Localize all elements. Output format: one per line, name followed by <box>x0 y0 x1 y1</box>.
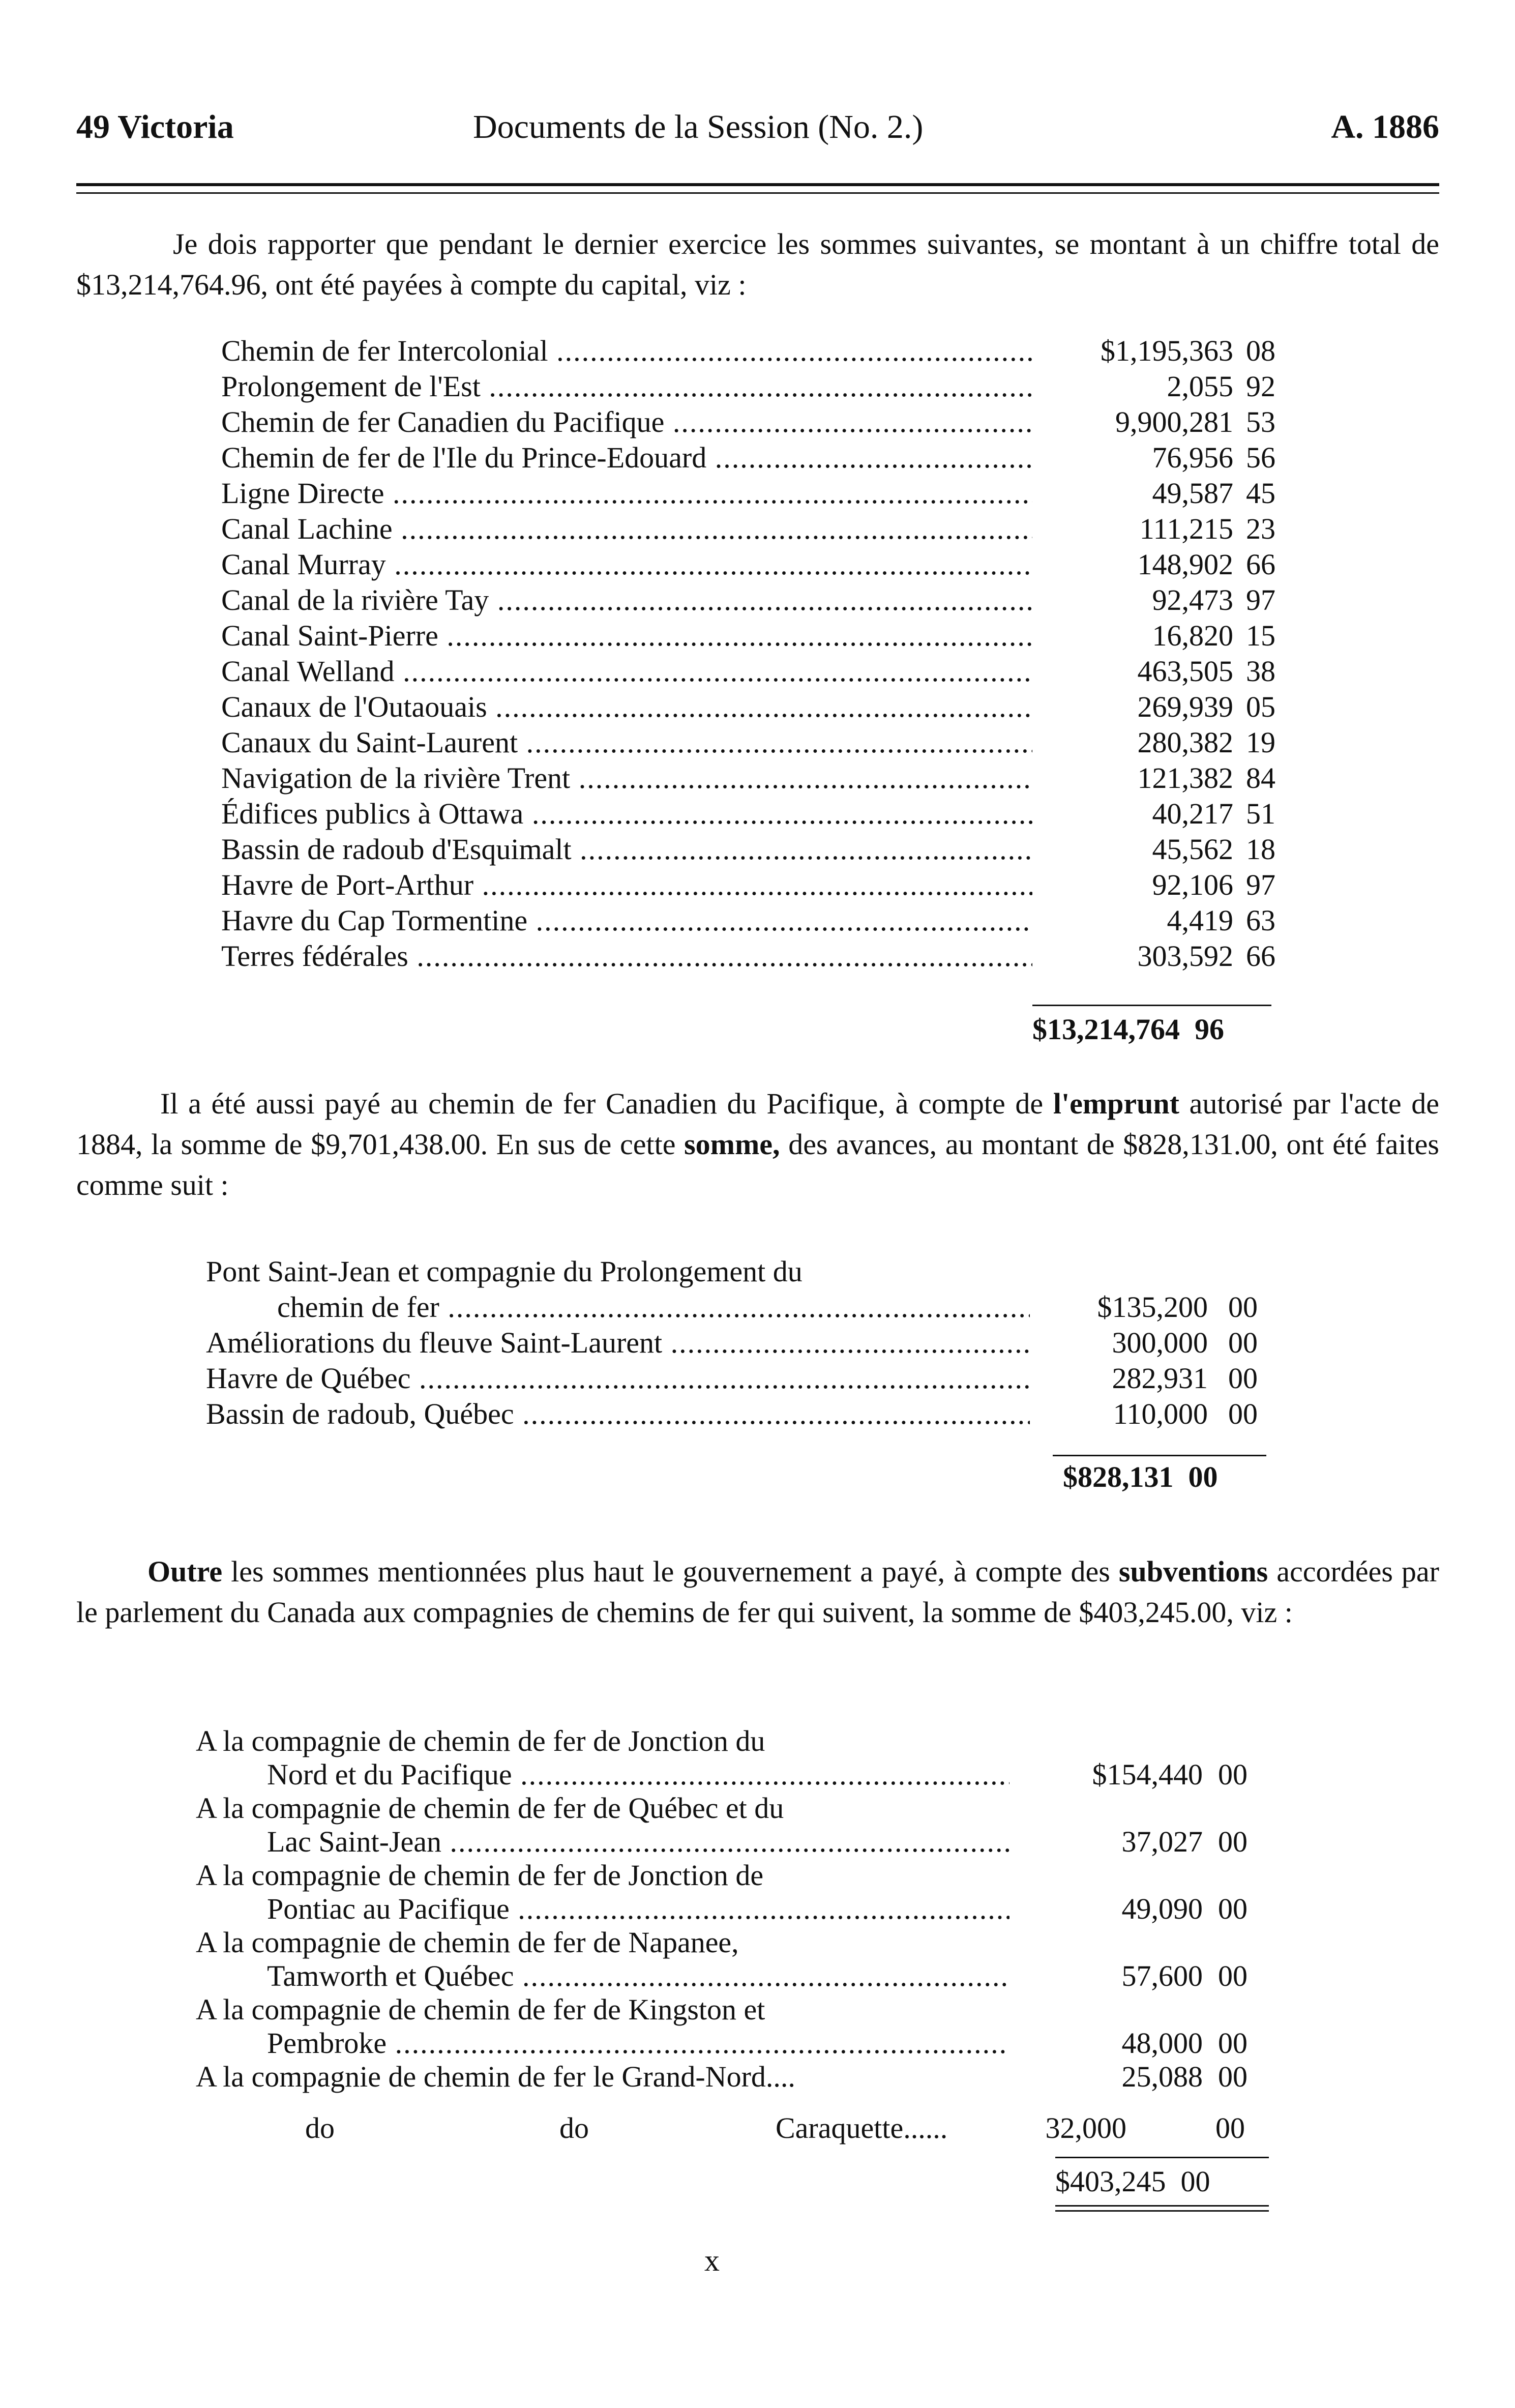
row-label: chemin de fer ..... <box>277 1289 1030 1325</box>
subsidies-total-underline <box>1055 2210 1269 2212</box>
row-label: Canaux du Saint-Laurent ..... <box>221 725 1032 760</box>
row-cents: 19 <box>1246 726 1275 759</box>
row-label: Édifices publics à Ottawa ..... <box>221 796 1032 832</box>
row-label: Chemin de fer Intercolonial ..... <box>221 333 1032 369</box>
subsidy-label: Caraquette...... <box>776 2111 948 2145</box>
advances-total-amount: $828,131 <box>1063 1460 1174 1493</box>
row-cents: 51 <box>1246 797 1275 830</box>
paragraph-text: autorisé par l'acte de 1884, la somme de $9,701,438.00. En sus de cette <box>76 1087 1440 1161</box>
row-amount: 4,419 <box>1167 904 1233 937</box>
table-row <box>196 2060 1289 2094</box>
row-label: A la compagnie de chemin de fer de Kingston et <box>196 1993 765 2026</box>
row-label: Chemin de fer de l'Ile du Prince-Edouard ..... <box>221 440 1032 476</box>
row-label: Chemin de fer Canadien du Pacifique ..... <box>221 404 1032 440</box>
table-row <box>221 760 1340 796</box>
row-amount: 280,382 <box>1137 726 1233 759</box>
row-cents: 56 <box>1246 441 1275 474</box>
row-amount: 148,902 <box>1137 548 1233 581</box>
capital-total-amount: $13,214,764 <box>1032 1013 1180 1046</box>
row-amount: 92,473 <box>1152 583 1233 616</box>
ditto-mark: do <box>559 2111 589 2145</box>
row-cents: 00 <box>1228 1397 1258 1430</box>
table-row <box>221 938 1340 974</box>
row-label: A la compagnie de chemin de fer de Napanee, <box>196 1926 739 1959</box>
row-label: Havre du Cap Tormentine ..... <box>221 903 1032 938</box>
subsidies-total-cents: 00 <box>1180 2165 1210 2198</box>
capital-expenditure-table <box>221 333 1340 974</box>
row-cents: 00 <box>1218 2060 1247 2093</box>
row-cents: 45 <box>1246 477 1275 510</box>
row-amount: 37,027 <box>1121 1825 1203 1858</box>
capital-total-rule <box>1032 1005 1271 1006</box>
row-amount: 111,215 <box>1139 512 1233 545</box>
subsidies-table <box>196 1724 1289 2094</box>
row-cents: 18 <box>1246 833 1275 866</box>
row-label: Terres fédérales ..... <box>221 938 1032 974</box>
row-label: Pontiac au Pacifique ..... <box>267 1892 1009 1926</box>
header-rule-thin <box>76 192 1439 194</box>
row-label: Canal Murray ..... <box>221 547 1032 582</box>
row-label: Nord et du Pacifique ..... <box>267 1758 1009 1792</box>
capital-total <box>1032 1012 1224 1046</box>
table-row <box>196 1892 1289 1926</box>
table-row <box>196 1993 1289 2027</box>
table-row <box>221 404 1340 440</box>
row-amount: 303,592 <box>1137 939 1233 973</box>
paragraph-capital-intro <box>76 224 1439 305</box>
table-row <box>206 1396 1299 1432</box>
advances-total-cents: 00 <box>1188 1460 1218 1493</box>
row-label: Bassin de radoub, Québec ..... <box>206 1396 1030 1432</box>
paragraph-bold-text: subventions <box>1118 1555 1268 1588</box>
paragraph-text: des avances, au montant de $828,131.00, ont été faites comme suit : <box>76 1128 1439 1201</box>
row-cents: 97 <box>1246 868 1275 901</box>
table-row <box>221 654 1340 689</box>
table-row <box>196 1926 1289 1959</box>
row-cents: 00 <box>1218 2027 1247 2060</box>
row-label: Pembroke ..... <box>267 2027 1009 2060</box>
row-cents: 00 <box>1228 1362 1258 1395</box>
row-cents: 05 <box>1246 690 1275 723</box>
table-row <box>196 1859 1289 1892</box>
row-label: Prolongement de l'Est ..... <box>221 369 1032 404</box>
row-amount: 49,090 <box>1121 1892 1203 1925</box>
table-row <box>206 1289 1299 1325</box>
row-label: Canaux de l'Outaouais ..... <box>221 689 1032 725</box>
row-amount: 121,382 <box>1137 761 1233 795</box>
row-label: A la compagnie de chemin de fer de Québec et du <box>196 1792 784 1825</box>
row-label: Navigation de la rivière Trent ..... <box>221 760 1032 796</box>
paragraph-text: les sommes mentionnées plus haut le gouvernement a payé, à compte des <box>222 1555 1119 1588</box>
paragraph-text: accordées par le parlement du Canada aux compagnies de chemins de fer qui suivent, la somme de $403,245.00, viz : <box>76 1555 1439 1629</box>
advances-total <box>1063 1460 1218 1494</box>
table-row <box>221 440 1340 476</box>
row-label: Canal Welland ..... <box>221 654 1032 689</box>
table-row <box>206 1254 1299 1289</box>
row-amount: 2,055 <box>1167 370 1233 403</box>
row-amount: 25,088 <box>1121 2060 1203 2093</box>
table-row <box>221 476 1340 511</box>
subsidies-total <box>1055 2164 1210 2198</box>
row-amount: $135,200 <box>1097 1290 1208 1324</box>
row-label: Améliorations du fleuve Saint-Laurent ..... <box>206 1325 1030 1361</box>
row-amount: 92,106 <box>1152 868 1233 901</box>
row-label: Canal Saint-Pierre ..... <box>221 618 1032 654</box>
row-cents: 00 <box>1218 1959 1247 1992</box>
row-amount: 48,000 <box>1121 2027 1203 2060</box>
row-amount: 300,000 <box>1112 1326 1208 1359</box>
ditto-mark: do <box>305 2111 335 2145</box>
table-row <box>221 725 1340 760</box>
paragraph-subsidies-intro <box>76 1551 1439 1633</box>
row-amount: 269,939 <box>1137 690 1233 723</box>
table-row <box>221 689 1340 725</box>
table-row <box>221 903 1340 938</box>
header-right: A. 1886 <box>1331 108 1439 145</box>
row-cents: 08 <box>1246 334 1275 367</box>
row-label: Ligne Directe ..... <box>221 476 1032 511</box>
table-row <box>221 832 1340 867</box>
row-cents: 97 <box>1246 583 1275 616</box>
row-label: Havre de Québec ..... <box>206 1361 1030 1396</box>
table-row <box>221 582 1340 618</box>
row-cents: 63 <box>1246 904 1275 937</box>
row-amount: 76,956 <box>1152 441 1233 474</box>
row-amount: 282,931 <box>1112 1362 1208 1395</box>
row-amount: 16,820 <box>1152 619 1233 652</box>
row-amount: 45,562 <box>1152 833 1233 866</box>
row-label: Canal de la rivière Tay ..... <box>221 582 1032 618</box>
row-amount: 40,217 <box>1152 797 1233 830</box>
row-amount: 9,900,281 <box>1115 405 1233 438</box>
row-label: A la compagnie de chemin de fer de Jonction de <box>196 1859 764 1892</box>
row-label: Bassin de radoub d'Esquimalt ..... <box>221 832 1032 867</box>
row-cents: 00 <box>1218 1758 1247 1791</box>
table-row <box>221 369 1340 404</box>
row-cents: 00 <box>1218 1892 1247 1925</box>
row-amount: 57,600 <box>1121 1959 1203 1992</box>
capital-total-cents: 96 <box>1195 1013 1224 1046</box>
subsidies-total-rule <box>1055 2157 1269 2158</box>
paragraph-bold-text: l'emprunt <box>1053 1087 1179 1120</box>
table-row <box>196 2027 1289 2060</box>
row-label: Canal Lachine ..... <box>221 511 1032 547</box>
subsidy-amount: 32,000 <box>1045 2111 1126 2145</box>
row-amount: $1,195,363 <box>1101 334 1233 367</box>
advances-total-rule <box>1053 1455 1266 1456</box>
table-row <box>196 1724 1289 1758</box>
table-row <box>221 618 1340 654</box>
row-cents: 00 <box>1228 1326 1258 1359</box>
table-row <box>196 1792 1289 1825</box>
table-row <box>221 333 1340 369</box>
header-center: Documents de la Session (No. 2.) <box>473 108 924 145</box>
row-label: Lac Saint-Jean ..... <box>267 1825 1009 1859</box>
row-cents: 23 <box>1246 512 1275 545</box>
row-cents: 38 <box>1246 655 1275 688</box>
header-left: 49 Victoria <box>76 108 234 145</box>
row-label: A la compagnie de chemin de fer le Grand-Nord.... <box>196 2060 795 2093</box>
row-amount: 110,000 <box>1113 1397 1208 1430</box>
subsidy-cents: 00 <box>1215 2111 1245 2145</box>
table-row <box>221 796 1340 832</box>
row-label: Havre de Port-Arthur ..... <box>221 867 1032 903</box>
paragraph-text: Il a été aussi payé au chemin de fer Canadien du Pacifique, à compte de <box>160 1087 1053 1120</box>
paragraph-bold-text: Outre <box>147 1555 223 1588</box>
paragraph-pacific-loan <box>76 1083 1439 1206</box>
row-cents: 00 <box>1228 1290 1258 1324</box>
row-cents: 15 <box>1246 619 1275 652</box>
table-row <box>196 1825 1289 1859</box>
row-cents: 84 <box>1246 761 1275 795</box>
row-amount: $154,440 <box>1092 1758 1203 1791</box>
page-footer-mark: x <box>704 2244 720 2277</box>
table-row <box>206 1325 1299 1361</box>
table-row <box>196 1959 1289 1993</box>
table-row <box>221 511 1340 547</box>
table-row <box>221 867 1340 903</box>
row-cents: 53 <box>1246 405 1275 438</box>
row-cents: 92 <box>1246 370 1275 403</box>
table-row <box>221 547 1340 582</box>
row-cents: 00 <box>1218 1825 1247 1858</box>
row-cents: 66 <box>1246 939 1275 973</box>
subsidies-total-amount: $403,245 <box>1055 2165 1166 2198</box>
advances-table <box>206 1254 1299 1432</box>
table-row <box>196 1758 1289 1792</box>
paragraph-bold-text: somme, <box>684 1128 780 1161</box>
row-amount: 49,587 <box>1152 477 1233 510</box>
table-row <box>206 1361 1299 1396</box>
row-amount: 463,505 <box>1137 655 1233 688</box>
row-label: Pont Saint-Jean et compagnie du Prolongement du <box>206 1255 803 1288</box>
paragraph-text: Je dois rapporter que pendant le dernier exercice les sommes suivantes, se montant à un chiffre total de $13,214,764.96, ont été payées à compte du capital, viz : <box>76 227 1439 301</box>
row-label: Tamworth et Québec ..... <box>267 1959 1009 1993</box>
header-rule <box>76 183 1439 186</box>
row-label: A la compagnie de chemin de fer de Jonction du <box>196 1724 765 1757</box>
row-cents: 66 <box>1246 548 1275 581</box>
page-header <box>76 97 1439 158</box>
subsidies-total-underline <box>1055 2205 1269 2207</box>
